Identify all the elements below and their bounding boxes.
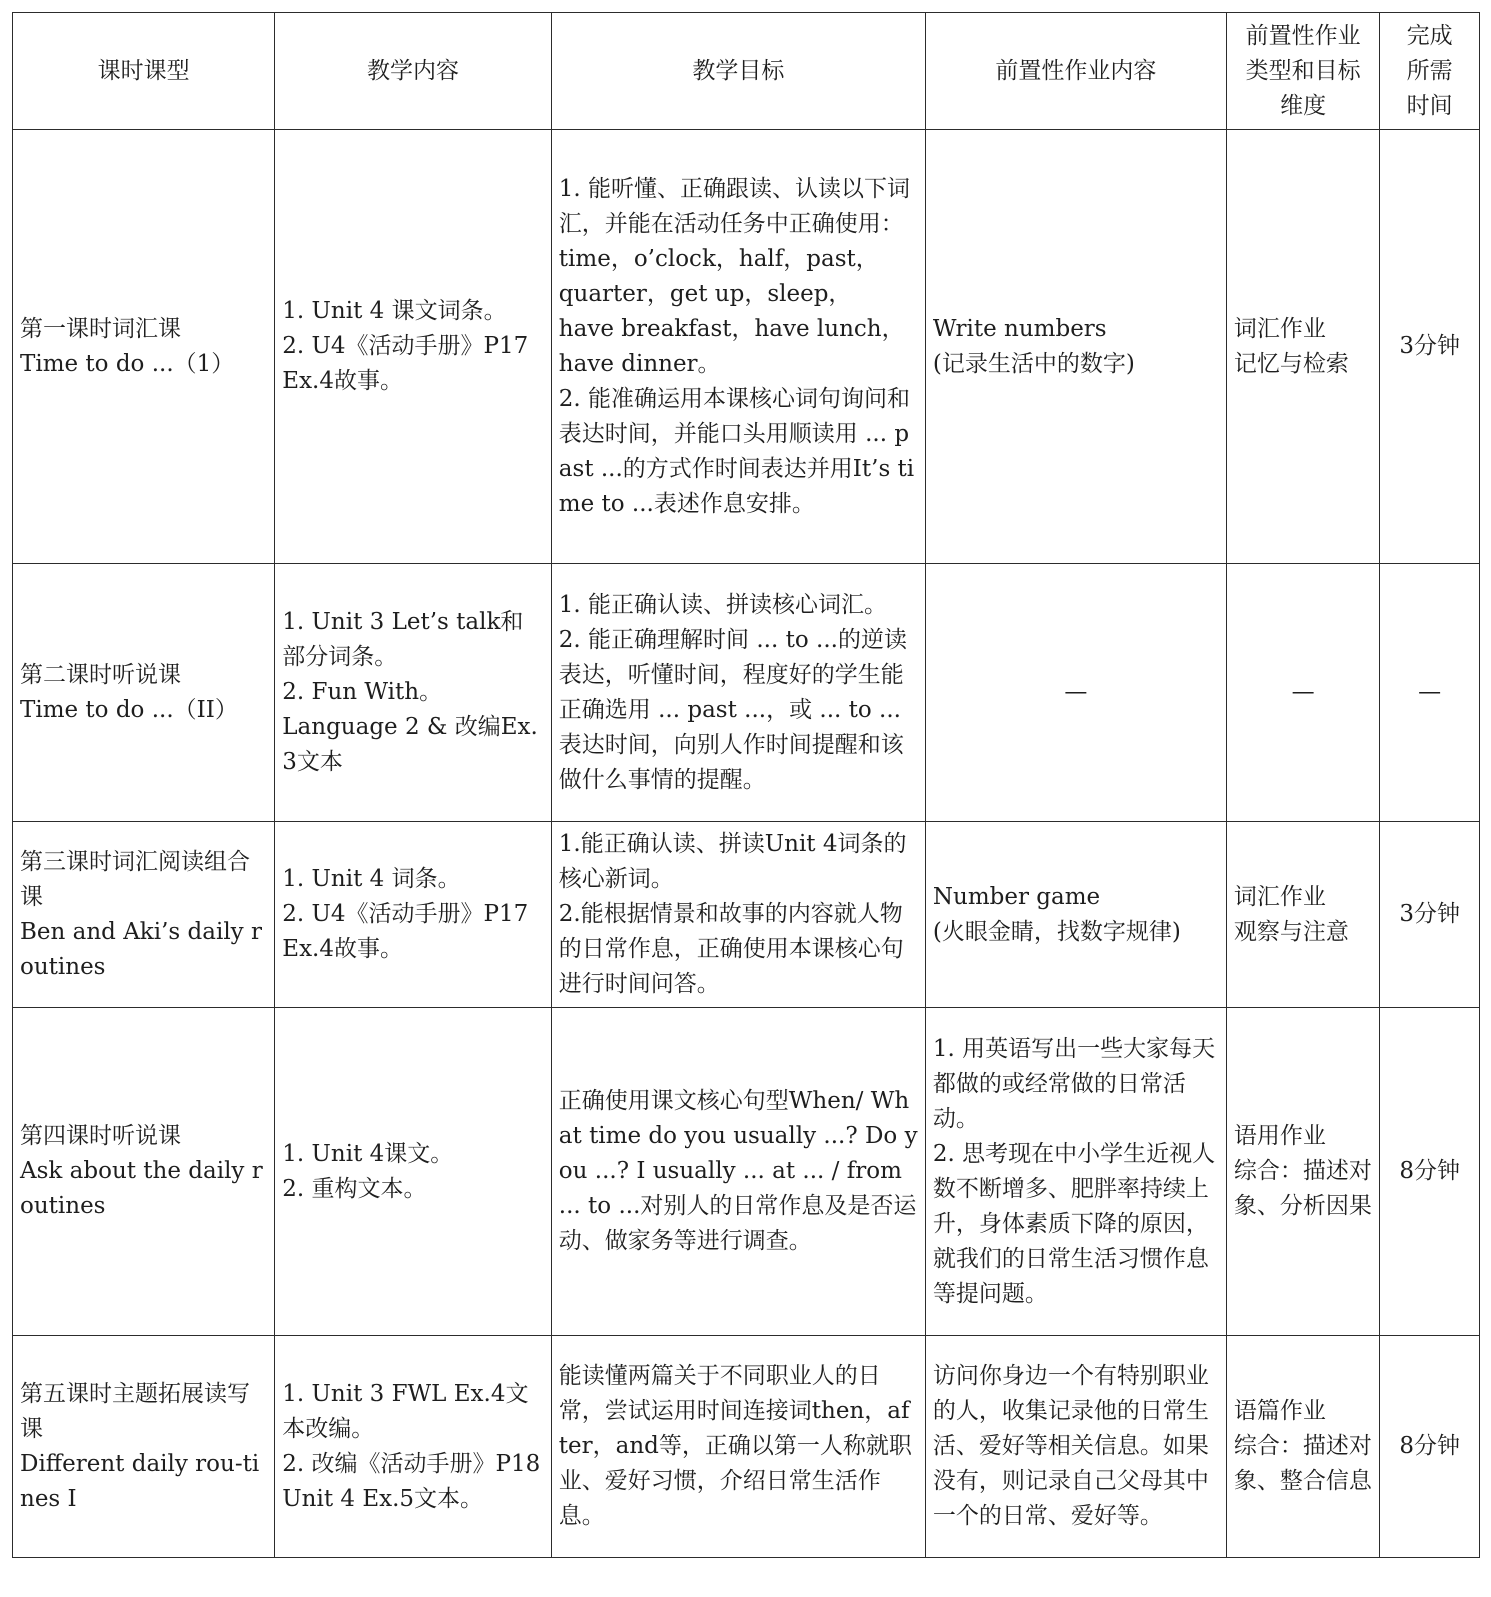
table-row (13, 1336, 1480, 1558)
lesson-cell: 第四课时听说课 Ask about the daily routines (13, 1008, 275, 1336)
content-cell: 1. Unit 3 FWL Ex.4文本改编。 2. 改编《活动手册》P18 Unit 4 Ex.5文本。 (275, 1336, 552, 1558)
type-cell: 词汇作业 观察与注意 (1226, 822, 1380, 1008)
content-cell: 1. Unit 4课文。 2. 重构文本。 (275, 1008, 552, 1336)
content-cell: 1. Unit 4 课文词条。 2. U4《活动手册》P17 Ex.4故事。 (275, 130, 552, 564)
time-cell: 8分钟 (1380, 1336, 1480, 1558)
table-row (13, 564, 1480, 822)
type-cell: — (1226, 564, 1380, 822)
type-cell: 词汇作业 记忆与检索 (1226, 130, 1380, 564)
lesson-plan-table (12, 12, 1480, 1558)
goals-cell: 1.能正确认读、拼读Unit 4词条的核心新词。 2.能根据情景和故事的内容就人物的日常作息，正确使用本课核心句进行时间问答。 (551, 822, 925, 1008)
goals-cell: 1. 能正确认读、拼读核心词汇。 2. 能正确理解时间 ... to ...的逆读表达，听懂时间，程度好的学生能正确选用 ... past ...，或 ... to ...表达时间，向别人作时间提醒和该做什么事情的提醒。 (551, 564, 925, 822)
homework-cell: — (925, 564, 1226, 822)
goals-cell: 正确使用课文核心句型When/ What time do you usually ...? Do you ...? I usually ... at ... / from ... to ...对别人的日常作息及是否运动、做家务等进行调查。 (551, 1008, 925, 1336)
content-cell: 1. Unit 4 词条。 2. U4《活动手册》P17 Ex.4故事。 (275, 822, 552, 1008)
homework-cell: 访问你身边一个有特别职业的人，收集记录他的日常生活、爱好等相关信息。如果没有，则记录自己父母其中一个的日常、爱好等。 (925, 1336, 1226, 1558)
time-cell: — (1380, 564, 1480, 822)
type-cell: 语用作业 综合：描述对象、分析因果 (1226, 1008, 1380, 1336)
lesson-plan-sheet (12, 12, 1480, 1558)
lesson-cell: 第五课时主题拓展读写课 Different daily rou-tines I (13, 1336, 275, 1558)
header-homework-content: 前置性作业内容 (925, 13, 1226, 130)
type-cell: 语篇作业 综合：描述对象、整合信息 (1226, 1336, 1380, 1558)
homework-cell: Number game (火眼金睛，找数字规律) (925, 822, 1226, 1008)
table-row (13, 1008, 1480, 1336)
lesson-cell: 第二课时听说课 Time to do ...（II） (13, 564, 275, 822)
header-lesson-type: 课时课型 (13, 13, 275, 130)
homework-cell: 1. 用英语写出一些大家每天都做的或经常做的日常活动。 2. 思考现在中小学生近视人数不断增多、肥胖率持续上升，身体素质下降的原因，就我们的日常生活习惯作息等提问题。 (925, 1008, 1226, 1336)
time-cell: 3分钟 (1380, 822, 1480, 1008)
table-row (13, 130, 1480, 564)
goals-cell: 1. 能听懂、正确跟读、认读以下词汇，并能在活动任务中正确使用： time，o’clock，half，past， quarter，get up，sleep， have breakfast，have lunch， have dinner。 2. 能准确运用本课核心词句询问和表达时间，并能口头用顺读用 ... past ...的方式作时间表达并用It’s time to ...表述作息安排。 (551, 130, 925, 564)
header-homework-type: 前置性作业类型和目标维度 (1226, 13, 1380, 130)
content-cell: 1. Unit 3 Let’s talk和部分词条。 2. Fun With。 Language 2 & 改编Ex.3文本 (275, 564, 552, 822)
lesson-cell: 第三课时词汇阅读组合课 Ben and Aki’s daily routines (13, 822, 275, 1008)
header-time-required: 完成所需时间 (1380, 13, 1480, 130)
homework-cell: Write numbers (记录生活中的数字) (925, 130, 1226, 564)
time-cell: 3分钟 (1380, 130, 1480, 564)
goals-cell: 能读懂两篇关于不同职业人的日常，尝试运用时间连接词then，after，and等，正确以第一人称就职业、爱好习惯，介绍日常生活作息。 (551, 1336, 925, 1558)
time-cell: 8分钟 (1380, 1008, 1480, 1336)
header-row (13, 13, 1480, 130)
table-row (13, 822, 1480, 1008)
header-teaching-content: 教学内容 (275, 13, 552, 130)
header-teaching-goals: 教学目标 (551, 13, 925, 130)
lesson-cell: 第一课时词汇课 Time to do ...（1） (13, 130, 275, 564)
